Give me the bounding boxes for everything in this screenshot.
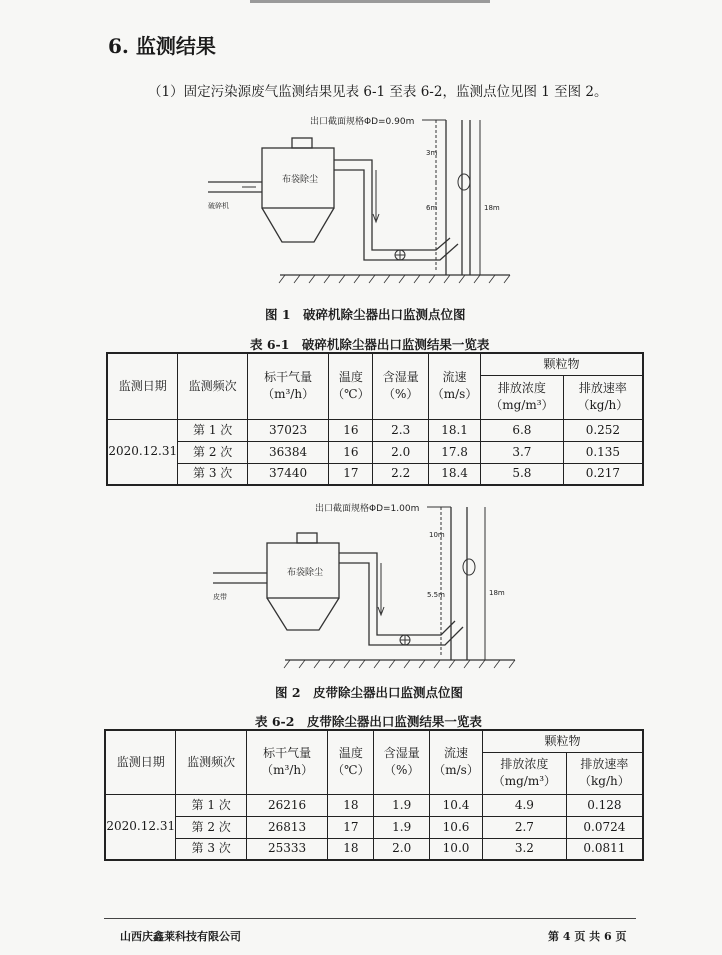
col-header-date: 监测日期	[107, 353, 178, 419]
header-remnant	[250, 0, 490, 3]
cell: 4.9	[483, 794, 567, 816]
col-header-freq: 监测频次	[178, 353, 247, 419]
figure2-collector-label: 布袋除尘	[287, 568, 324, 578]
figure1-diagram	[200, 110, 520, 290]
cell: 第 1 次	[176, 794, 246, 816]
col-header-date: 监测日期	[105, 730, 176, 794]
table-row	[107, 463, 643, 485]
figure2-diagram	[205, 495, 525, 675]
figure2-inlet-label: 皮带	[213, 593, 227, 601]
stack-port-icon	[458, 174, 470, 190]
cell: 18.1	[429, 419, 481, 441]
cell: 2.0	[373, 441, 429, 463]
cell: 3.2	[483, 838, 567, 860]
cell: 17	[328, 816, 374, 838]
cell: 5.8	[481, 463, 564, 485]
col-header-rate: 排放速率 （kg/h）	[563, 375, 643, 419]
cell: 26813	[246, 816, 328, 838]
col-header-concentration: 排放浓度 （mg/m³）	[483, 752, 567, 794]
cell: 18	[328, 794, 374, 816]
footer-divider	[104, 918, 636, 919]
col-header-rate: 排放速率 （kg/h）	[566, 752, 643, 794]
intro-paragraph: （1）固定污染源废气监测结果见表 6-1 至表 6-2，监测点位见图 1 至图 2。	[148, 84, 608, 100]
col-header-temp: 温度 （℃）	[329, 353, 373, 419]
figure1-caption: 图 1 破碎机除尘器出口监测点位图	[265, 307, 466, 322]
figure2-height-label: 18m	[489, 589, 505, 597]
cell: 1.9	[374, 816, 430, 838]
figure1-inlet-label: 破碎机	[208, 202, 229, 210]
cell: 0.252	[563, 419, 643, 441]
cell: 16	[329, 441, 373, 463]
table-row	[107, 441, 643, 463]
cell: 3.7	[481, 441, 564, 463]
col-header-freq: 监测频次	[176, 730, 246, 794]
date-cell: 2020.12.31	[105, 794, 176, 860]
footer-page-number: 第 4 页 共 6 页	[548, 930, 627, 943]
cell: 16	[329, 419, 373, 441]
table-row	[105, 794, 643, 816]
col-header-particulate: 颗粒物	[483, 730, 644, 752]
col-header-moisture: 含湿量 （%）	[374, 730, 430, 794]
figure2-lower-label: 5.5m	[427, 591, 445, 599]
col-header-velocity: 流速 （m/s）	[430, 730, 483, 794]
cell: 第 1 次	[178, 419, 247, 441]
cell: 17	[329, 463, 373, 485]
date-cell: 2020.12.31	[107, 419, 178, 485]
figure1-upper-label: 3m	[426, 149, 438, 157]
figure2-diameter-label: 出口截面规格ΦD=1.00m	[315, 504, 420, 514]
figure2-upper-label: 10m	[429, 531, 445, 539]
figure1-collector-label: 布袋除尘	[282, 175, 319, 185]
table1	[106, 352, 644, 486]
cell: 2.3	[373, 419, 429, 441]
cell: 37023	[247, 419, 329, 441]
figure2-caption: 图 2 皮带除尘器出口监测点位图	[275, 685, 464, 700]
cell: 18	[328, 838, 374, 860]
col-header-flow: 标干气量 （m³/h）	[247, 353, 329, 419]
cell: 10.4	[430, 794, 483, 816]
cell: 1.9	[374, 794, 430, 816]
table2	[104, 729, 644, 861]
cell: 6.8	[481, 419, 564, 441]
cell: 0.128	[566, 794, 643, 816]
section-heading: 6. 监测结果	[108, 34, 216, 58]
cell: 0.217	[563, 463, 643, 485]
cell: 10.6	[430, 816, 483, 838]
table-row	[107, 419, 643, 441]
cell: 0.135	[563, 441, 643, 463]
col-header-concentration: 排放浓度 （mg/m³）	[481, 375, 564, 419]
figure1-height-label: 18m	[484, 204, 500, 212]
cell: 第 3 次	[178, 463, 247, 485]
cell: 36384	[247, 441, 329, 463]
col-header-velocity: 流速 （m/s）	[429, 353, 481, 419]
cell: 第 2 次	[178, 441, 247, 463]
cell: 第 3 次	[176, 838, 246, 860]
cell: 0.0724	[566, 816, 643, 838]
cell: 第 2 次	[176, 816, 246, 838]
cell: 25333	[246, 838, 328, 860]
cell: 17.8	[429, 441, 481, 463]
cell: 2.7	[483, 816, 567, 838]
cell: 2.2	[373, 463, 429, 485]
table-row	[105, 838, 643, 860]
figure1-lower-label: 6m	[426, 204, 438, 212]
table-row	[105, 816, 643, 838]
stack-port-icon	[463, 559, 475, 575]
table2-caption: 表 6-2 皮带除尘器出口监测结果一览表	[255, 714, 482, 729]
table1-caption: 表 6-1 破碎机除尘器出口监测结果一览表	[250, 337, 490, 352]
cell: 26216	[246, 794, 328, 816]
footer-company: 山西庆鑫莱科技有限公司	[120, 930, 241, 943]
cell: 2.0	[374, 838, 430, 860]
cell: 18.4	[429, 463, 481, 485]
col-header-moisture: 含湿量 （%）	[373, 353, 429, 419]
col-header-flow: 标干气量 （m³/h）	[246, 730, 328, 794]
cell: 10.0	[430, 838, 483, 860]
cell: 0.0811	[566, 838, 643, 860]
col-header-particulate: 颗粒物	[481, 353, 643, 375]
figure1-diameter-label: 出口截面规格ΦD=0.90m	[310, 117, 415, 127]
col-header-temp: 温度 （℃）	[328, 730, 374, 794]
cell: 37440	[247, 463, 329, 485]
